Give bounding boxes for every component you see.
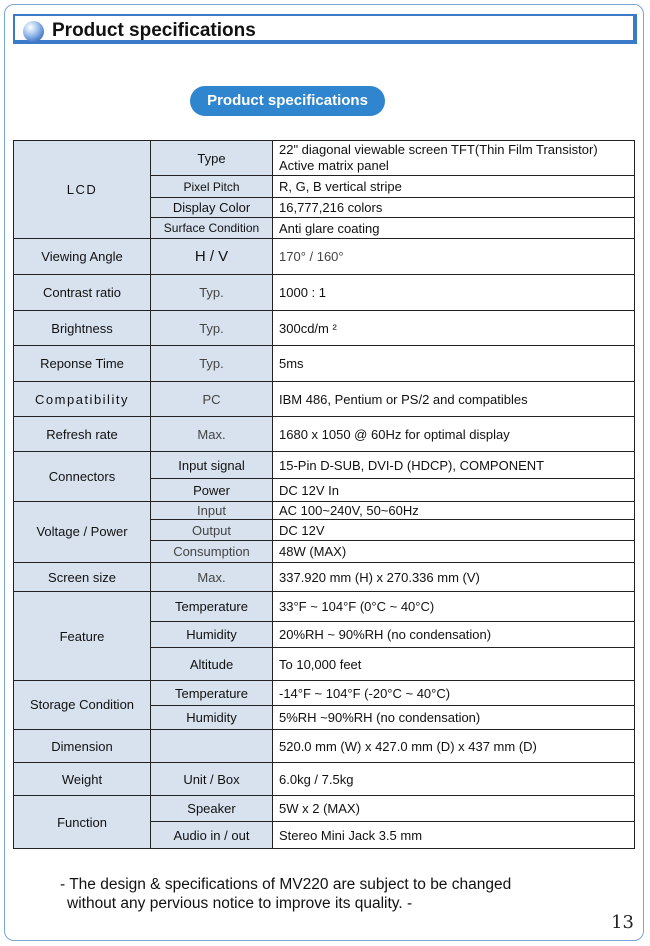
table-row: [14, 681, 635, 706]
screen-size-sub: Max.: [151, 563, 273, 592]
surface-condition-value: Anti glare coating: [273, 218, 635, 239]
feature-temperature-label: Temperature: [151, 592, 273, 622]
viewing-angle-label: Viewing Angle: [14, 239, 151, 275]
storage-temperature-value: -14°F ~ 104°F (-20°C ~ 40°C): [273, 681, 635, 706]
screen-size-label: Screen size: [14, 563, 151, 592]
voltage-input-label: Input: [151, 502, 273, 520]
brightness-sub: Typ.: [151, 311, 273, 346]
pixel-pitch-value: R, G, B vertical stripe: [273, 176, 635, 198]
dimension-sub: [151, 730, 273, 763]
consumption-label: Consumption: [151, 541, 273, 563]
viewing-angle-value: 170° / 160°: [273, 239, 635, 275]
compatibility-sub: PC: [151, 382, 273, 417]
table-row: [14, 141, 635, 176]
surface-condition-label: Surface Condition: [151, 218, 273, 239]
table-row: [14, 563, 635, 592]
viewing-angle-sub: H / V: [151, 239, 273, 275]
lcd-type-value: 22" diagonal viewable screen TFT(Thin Film Transistor) Active matrix panel: [273, 141, 635, 176]
footnote: [60, 875, 511, 913]
refresh-rate-label: Refresh rate: [14, 417, 151, 452]
weight-label: Weight: [14, 763, 151, 796]
input-signal-value: 15-Pin D-SUB, DVI-D (HDCP), COMPONENT: [273, 452, 635, 479]
pixel-pitch-label: Pixel Pitch: [151, 176, 273, 198]
response-time-label: Reponse Time: [14, 346, 151, 382]
display-color-label: Display Color: [151, 198, 273, 218]
response-time-sub: Typ.: [151, 346, 273, 382]
footnote-line-1: - The design & specifications of MV220 are subject to be changed: [60, 876, 512, 893]
voltage-output-value: DC 12V: [273, 520, 635, 541]
table-row: [14, 382, 635, 417]
feature-humidity-label: Humidity: [151, 622, 273, 648]
audio-value: Stereo Mini Jack 3.5 mm: [273, 822, 635, 849]
feature-altitude-value: To 10,000 feet: [273, 648, 635, 681]
power-connector-label: Power: [151, 479, 273, 502]
speaker-value: 5W x 2 (MAX): [273, 796, 635, 822]
brightness-value: 300cd/m ²: [273, 311, 635, 346]
contrast-label: Contrast ratio: [14, 275, 151, 311]
table-row: [14, 417, 635, 452]
voltage-power-label: Voltage / Power: [14, 502, 151, 563]
audio-label: Audio in / out: [151, 822, 273, 849]
feature-temperature-value: 33°F ~ 104°F (0°C ~ 40°C): [273, 592, 635, 622]
speaker-label: Speaker: [151, 796, 273, 822]
spec-table: [13, 140, 635, 849]
table-row: [14, 763, 635, 796]
feature-altitude-label: Altitude: [151, 648, 273, 681]
compatibility-value: IBM 486, Pentium or PS/2 and compatibles: [273, 382, 635, 417]
table-row: [14, 346, 635, 382]
storage-humidity-label: Humidity: [151, 706, 273, 730]
weight-value: 6.0kg / 7.5kg: [273, 763, 635, 796]
compatibility-label: Compatibility: [14, 382, 151, 417]
function-label: Function: [14, 796, 151, 849]
feature-humidity-value: 20%RH ~ 90%RH (no condensation): [273, 622, 635, 648]
table-row: [14, 796, 635, 822]
storage-condition-label: Storage Condition: [14, 681, 151, 730]
dimension-label: Dimension: [14, 730, 151, 763]
storage-temperature-label: Temperature: [151, 681, 273, 706]
refresh-rate-sub: Max.: [151, 417, 273, 452]
refresh-rate-value: 1680 x 1050 @ 60Hz for optimal display: [273, 417, 635, 452]
consumption-value: 48W (MAX): [273, 541, 635, 563]
dimension-value: 520.0 mm (W) x 427.0 mm (D) x 437 mm (D): [273, 730, 635, 763]
table-row: [14, 452, 635, 479]
display-color-value: 16,777,216 colors: [273, 198, 635, 218]
voltage-output-label: Output: [151, 520, 273, 541]
table-row: [14, 502, 635, 520]
table-row: [14, 239, 635, 275]
table-row: [14, 730, 635, 763]
weight-sub: Unit / Box: [151, 763, 273, 796]
contrast-value: 1000 : 1: [273, 275, 635, 311]
page-title: Product specifications: [52, 20, 256, 41]
table-row: [14, 592, 635, 622]
connectors-label: Connectors: [14, 452, 151, 502]
voltage-input-value: AC 100~240V, 50~60Hz: [273, 502, 635, 520]
feature-label: Feature: [14, 592, 151, 681]
table-row: [14, 275, 635, 311]
lcd-type-label: Type: [151, 141, 273, 176]
section-button[interactable]: Product specifications: [190, 86, 385, 116]
screen-size-value: 337.920 mm (H) x 270.336 mm (V): [273, 563, 635, 592]
storage-humidity-value: 5%RH ~90%RH (no condensation): [273, 706, 635, 730]
brightness-label: Brightness: [14, 311, 151, 346]
page-number: 13: [611, 912, 634, 933]
contrast-sub: Typ.: [151, 275, 273, 311]
input-signal-label: Input signal: [151, 452, 273, 479]
power-connector-value: DC 12V In: [273, 479, 635, 502]
response-time-value: 5ms: [273, 346, 635, 382]
footnote-line-2: without any pervious notice to improve its quality. -: [67, 895, 413, 912]
lcd-label: LCD: [14, 141, 151, 239]
header-bullet-icon: [23, 21, 44, 42]
table-row: [14, 311, 635, 346]
